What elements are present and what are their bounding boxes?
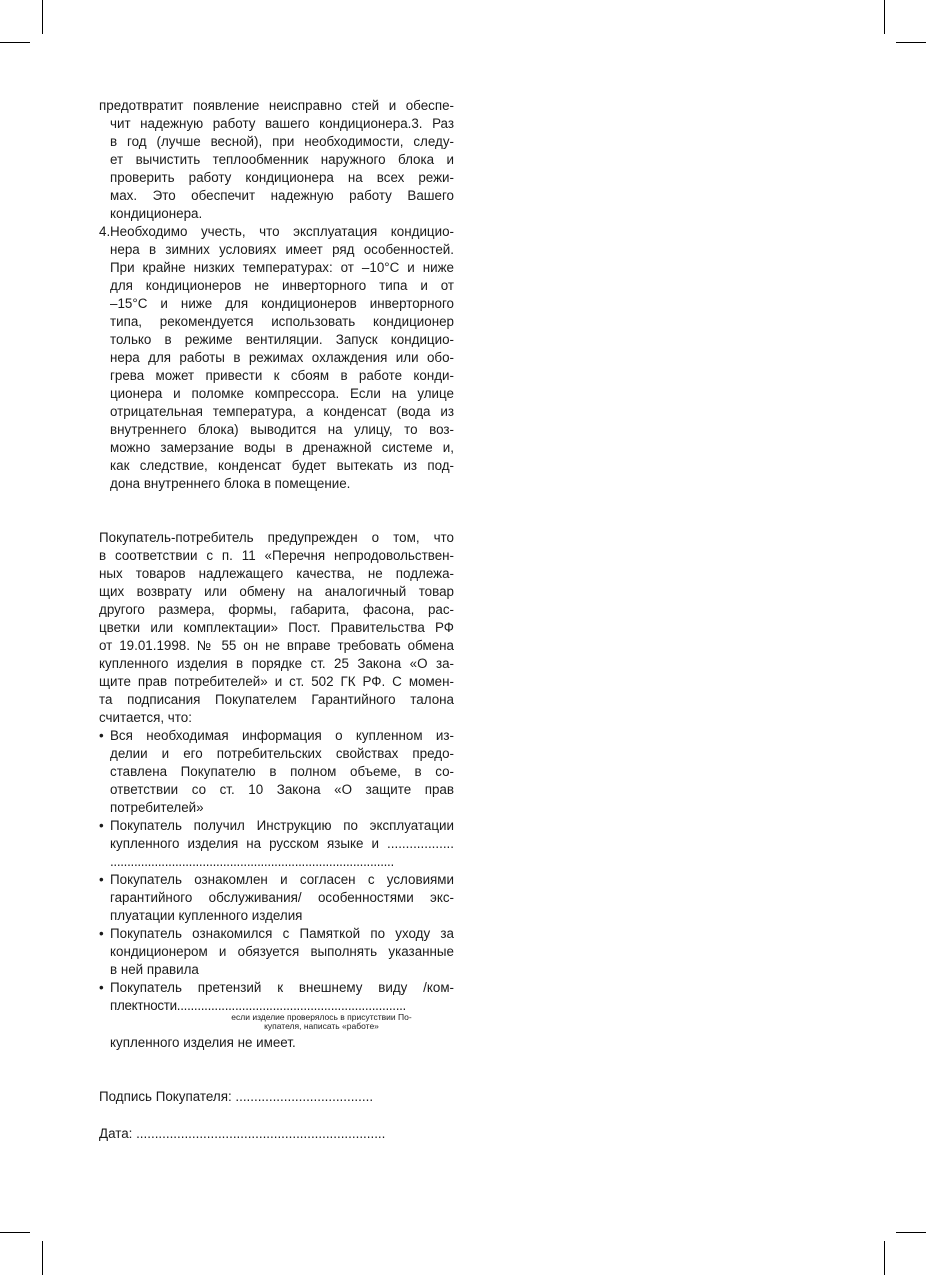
bullet-mark: • [99,926,104,941]
text-line: предотвратит появление неисправно стей и обеспе- [99,98,454,113]
text-line: Покупатель-потребитель предупрежден о том, что [99,530,454,545]
crop-mark-bottom-left-vertical [42,1241,43,1275]
text-line: типа, рекомендуется использовать кондиционер [110,314,454,329]
text-line: кондиционером и обязуется выполнять указанные [110,944,454,959]
text-line: для кондиционеров не инверторного типа и от [110,278,454,293]
footnote-instruction [99,1013,454,1031]
bullet-item [99,925,454,979]
note-line: если изделие проверялось в присутствии По- [231,1012,412,1022]
paragraph-gap [99,511,454,529]
text-line: внутреннего блока) выводится на улицу, то воз- [110,422,454,437]
text-line: плуатации купленного изделия [110,908,303,923]
buyer-paragraph [99,529,454,727]
document-body [99,97,454,1052]
text-line: Необходимо учесть, что эксплуатация кондицио- [110,224,454,239]
numbered-item-4 [99,223,454,493]
text-line: купленного изделия в порядке ст. 25 Закона «О за- [99,656,454,671]
text-line: При крайне низких температурах: от –10°С и ниже [110,260,454,275]
text-line: дона внутреннего блока в помещение. [110,476,351,491]
bullet-item [99,727,454,817]
text-line: купленного изделия на русском языке и .................. [110,836,454,851]
text-line: отрицательная температура, а конденсат (вода из [110,404,454,419]
text-line: –15°С и ниже для кондиционеров инверторного [110,296,454,311]
text-line: в соответствии с п. 11 «Перечня непродовольствен- [99,548,454,563]
text-line: ет вычистить теплообменник наружного блока и [110,152,454,167]
text-line: плектности................................................................... [110,998,406,1013]
text-line: ных товаров надлежащего качества, не подлежа- [99,566,454,581]
bullet-mark: • [99,728,104,743]
text-line: Покупатель ознакомился с Памяткой по уходу за [110,926,454,941]
text-line: ответствии со ст. 10 Закона «О защите прав [110,782,454,797]
text-line: кондиционера. [110,206,203,221]
text-line: ставлена Покупателю в полном объеме, в со- [110,764,454,779]
crop-mark-top-left-horizontal [0,42,30,43]
text-line: нера для работы в режимах охлаждения или обо- [110,350,454,365]
crop-mark-top-right-vertical [884,0,885,34]
text-line: проверить работу кондиционера на всех режи- [110,170,454,185]
crop-mark-top-left-vertical [42,0,43,34]
text-line: щих возврату или обмену на аналогичный товар [99,584,454,599]
text-line: только в режиме вентиляции. Запуск кондицио- [110,332,454,347]
text-line: Вся необходимая информация о купленном из- [110,728,454,743]
text-line: щите прав потребителей» и ст. 502 ГК РФ. С момен- [99,674,454,689]
text-line: нера в зимних условиях имеет ряд особенностей. [110,242,454,257]
signature-field[interactable]: Подпись Покупателя: ..................................... [99,1089,374,1104]
item-number: 4. [99,224,111,239]
text-line: считается, что: [99,710,192,725]
text-line: Покупатель претензий к внешнему виду /ком- [110,980,454,995]
text-line: мах. Это обеспечит надежную работу Вашего [110,188,454,203]
text-line: ................................................................................... [110,854,394,869]
bullet-item [99,871,454,925]
text-line: потребителей» [110,800,204,815]
text-line: в год (лучше весной), при необходимости, следу- [110,134,454,149]
text-line: в ней правила [110,962,199,977]
text-line: как следствие, конденсат будет вытекать из под- [110,458,454,473]
bullet-mark: • [99,980,104,995]
text-line: от 19.01.1998. № 55 он не вправе требовать обмена [99,638,454,653]
text-line: делии и его потребительских свойствах предо- [110,746,454,761]
text-line: грева может привести к сбоям в работе конди- [110,368,454,383]
date-field[interactable]: Дата: ................................................................... [99,1126,386,1141]
bullet-item [99,817,454,871]
text-line: ционера и поломке компрессора. Если на улице [110,386,454,401]
crop-mark-bottom-right-horizontal [896,1232,926,1233]
text-line: чит надежную работу вашего кондиционера.3. Раз [110,116,454,131]
note-line: купателя, написать «работе» [264,1021,379,1031]
paragraph-gap [99,493,454,511]
continued-paragraph [99,97,454,223]
bullet-mark: • [99,818,104,833]
bullet-mark: • [99,872,104,887]
text-line: гарантийного обслуживания/ особенностями экс- [110,890,454,905]
text-line: Покупатель получил Инструкцию по эксплуатации [110,818,454,833]
text-line: можно замерзание воды в дренажной системе и, [110,440,454,455]
crop-mark-bottom-left-horizontal [0,1232,30,1233]
crop-mark-top-right-horizontal [896,42,926,43]
text-line: та подписания Покупателем Гарантийного талона [99,692,454,707]
after-note-line: купленного изделия не имеет. [110,1035,296,1050]
bullet-item [99,979,454,1015]
text-line: другого размера, формы, габарита, фасона, рас- [99,602,454,617]
crop-mark-bottom-right-vertical [884,1241,885,1275]
text-line: Покупатель ознакомлен и согласен с условиями [110,872,454,887]
text-line: цветки или комплектации» Пост. Правительства РФ [99,620,454,635]
